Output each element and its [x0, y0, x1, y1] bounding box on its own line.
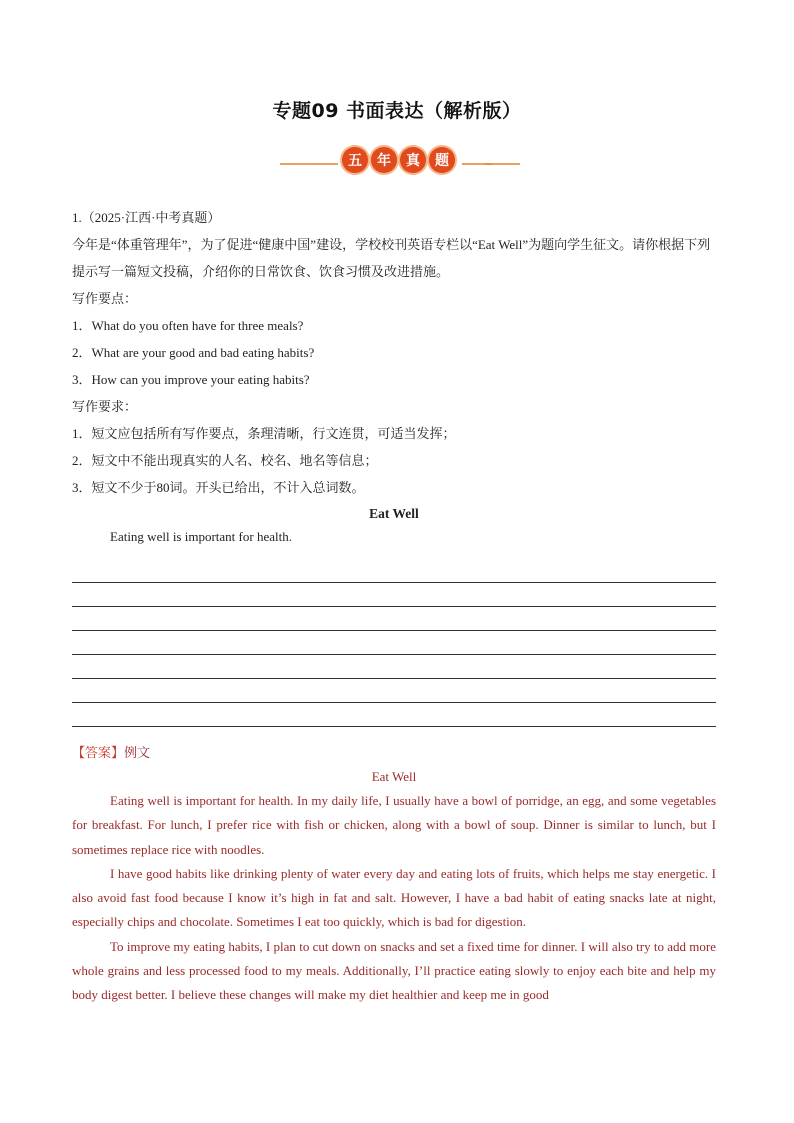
writing-requirement: 1．短文应包括所有写作要点，条理清晰，行文连贯，可适当发挥； — [72, 426, 456, 441]
writing-line[interactable] — [72, 631, 716, 655]
answer-tag: 【答案】 — [72, 745, 125, 760]
essay-start: Eating well is important for health. — [110, 529, 292, 544]
page-title: 专题09 书面表达（解析版） — [272, 100, 522, 122]
writing-line[interactable] — [72, 679, 716, 703]
points-heading: 写作要点： — [72, 291, 138, 306]
banner-char: 题 — [429, 147, 455, 173]
banner-left-line — [280, 163, 338, 165]
banner-char: 五 — [342, 147, 368, 173]
sample-paragraph: Eating well is important for health. In my daily life, I usually have a bowl of porridge, an egg, and some vegetables for breakfast. For lunch, I prefer rice with fish or chicken, along with a bowl of soup. Dinner is similar to lunch, but I sometimes replace rice with noodles. — [72, 793, 716, 857]
writing-line[interactable] — [72, 655, 716, 679]
answer-heading — [72, 741, 716, 765]
main-content — [72, 204, 716, 1008]
sample-paragraph: I have good habits like drinking plenty of water every day and eating lots of fruits, which helps me stay energetic. I also avoid fast food because I know it’s high in fat and salt. However, I have a bad habit of eating snacks late at night, especially chips and chocolate. Sometimes I eat too quickly, which is bad for digestion. — [72, 865, 716, 930]
writing-point: 3．How can you improve your eating habits? — [72, 372, 310, 387]
requirements-heading: 写作要求： — [72, 399, 138, 414]
five-year-exam-banner — [280, 144, 520, 184]
question-prompt: 今年是“体重管理年”，为了促进“健康中国”建设，学校校刊英语专栏以“Eat Well”为题向学生征文。请你根据下列提示写一篇短文投稿，介绍你的日常饮食、饮食习惯及改进措施。 — [72, 237, 711, 279]
writing-line[interactable] — [72, 607, 716, 631]
writing-line[interactable] — [72, 583, 716, 607]
banner-char: 年 — [371, 147, 397, 173]
sample-paragraph: To improve my eating habits, I plan to cut down on snacks and set a fixed time for dinner. I will also try to add more whole grains and less processed food to my meals. Additionally, I’ll practice eating slowly to enjoy each bite and help my body digest better. I believe these changes will make my diet healthier and keep me in good — [72, 938, 716, 1003]
writing-line[interactable] — [72, 559, 716, 583]
writing-requirement: 3．短文不少于80词。开头已给出，不计入总词数。 — [72, 480, 365, 495]
writing-point: 1．What do you often have for three meals? — [72, 318, 304, 333]
right-ornament-icon: ~ — [485, 156, 493, 171]
writing-line[interactable] — [72, 703, 716, 727]
essay-title: Eat Well — [369, 506, 419, 521]
writing-requirement: 2．短文中不能出现真实的人名、校名、地名等信息； — [72, 453, 378, 468]
writing-point: 2．What are your good and bad eating habits? — [72, 345, 315, 360]
banner-badges — [342, 147, 455, 173]
answer-lines — [72, 559, 716, 727]
answer-label: 例文 — [124, 745, 151, 760]
sample-essay-title: Eat Well — [371, 769, 417, 784]
question-source: 1.（2025·江西·中考真题） — [72, 210, 221, 225]
banner-char: 真 — [400, 147, 426, 173]
